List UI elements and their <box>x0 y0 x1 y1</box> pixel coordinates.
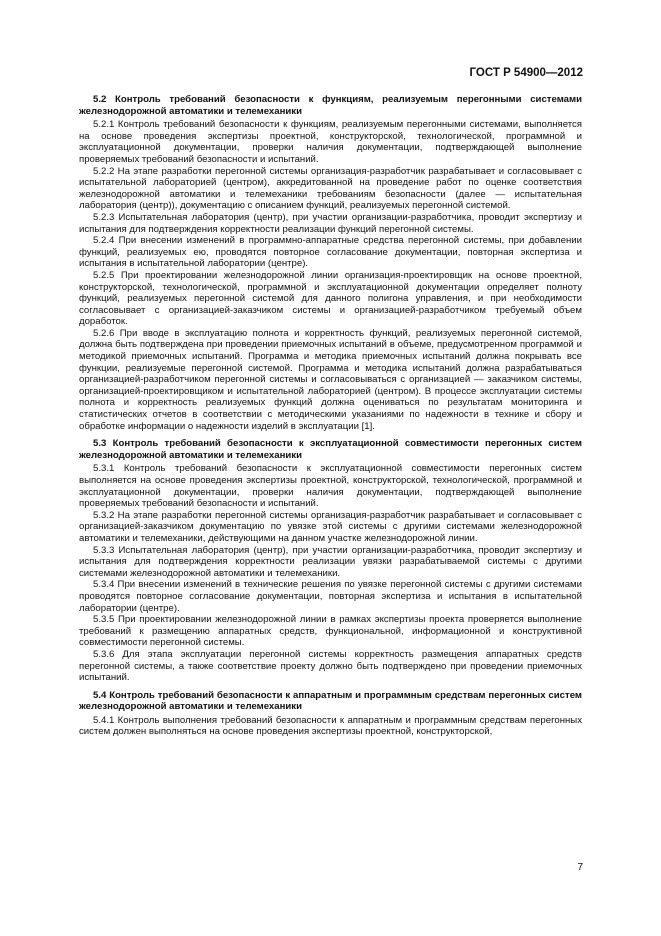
paragraph: 5.2.3 Испытательная лаборатория (центр), при участии организации-разработчика, проводит экспертизу и испытания для подтверждения корректности реализации функций перегонной системы. <box>79 211 582 235</box>
paragraph: 5.3.3 Испытательная лаборатория (центр), при участии организации-разработчика, проводит экспертизу и испытания для подтверждения корректности реализации увязки разрабатываемой системы с другими системами железнодорожной автоматики и телемеханики. <box>79 544 582 579</box>
document-body <box>79 94 582 738</box>
paragraph: 5.3.6 Для этапа эксплуатации перегонной системы корректность размещения аппаратных средств перегонной системы, а также соответствие проекту должно быть подтверждено при проведении приемочных испытаний. <box>79 648 582 684</box>
section-heading: 5.3 Контроль требований безопасности к эксплуатационной совместимости перегонных систем железнодорожной автоматики и телемеханики <box>79 438 582 461</box>
paragraph: 5.2.4 При внесении изменений в программно-аппаратные средства перегонной системы, при добавлении функций, реализуемых ею, проводятся повторное согласование документации, повторная экспертиза и испытания в испытательной лаборатории (центре). <box>79 235 582 270</box>
paragraph: 5.4.1 Контроль выполнения требований безопасности к аппаратным и программным средствам перегонных систем должен выполняться на основе проведения экспертизы проектной, конструкторской, <box>79 714 582 738</box>
document-header: ГОСТ Р 54900—2012 <box>469 67 583 79</box>
paragraph: 5.2.6 При вводе в эксплуатацию полнота и корректность функций, реализуемых перегонной системой, должна быть подтверждена при проведении приемочных испытаний в объеме, предусмотренном программой и методикой приемочных испытаний. Программа и методика приемочных испытаний должна покрывать все функции, реализуемые перегонной системой. Программа и методика испытаний должна разрабатываться организацией-разработчиком перегонной системы и согласовываться с организацией — заказчиком системы, организацией-проектировщиком и испытательной лабораторией (центром). В процессе эксплуатации системы полнота и корректность реализуемых функций должна оцениваться по результатам мониторинга и статистических отчетов в соответствии с методическими указаниями по надежности в технике и сбору и обработке информации о надежности изделий в эксплуатации [1]. <box>79 327 582 432</box>
paragraph: 5.2.5 При проектировании железнодорожной линии организация-проектировщик на основе проектной, конструкторской, технологической, программной и эксплуатационной документации определяет полноту функций, реализуемых перегонной системой для данного полигона управления, и при необходимости согласовывает с организацией-заказчиком системы и организацией-разработчиком требуемый объем доработок. <box>79 269 582 328</box>
paragraph: 5.3.1 Контроль требований безопасности к эксплуатационной совместимости перегонных систем выполняется на основе проведения экспертизы проектной, конструкторской, технологической, программной и эксплуатационной документации, проверки наличия документации, подтверждающей выполнение проверяемых требований безопасности и испытаний. <box>79 463 582 510</box>
paragraph: 5.3.5 При проектировании железнодорожной линии в рамках экспертизы проекта проверяется выполнение требований к размещению аппаратных средств, функциональной, информационной и конструктивной совместимости перегонной системы. <box>79 614 582 649</box>
paragraph: 5.2.2 На этапе разработки перегонной системы организация-разработчик разрабатывает и согласовывает с испытательной лабораторией (центром), аккредитованной на проведение работ по оценке соответствия железнодорожной автоматики и телемеханики требованиям безопасности (далее — испытательная лаборатория (центр)), документацию с описанием функций, реализуемых перегонной системой. <box>79 165 582 212</box>
paragraph: 5.2.1 Контроль требований безопасности к функциям, реализуемым перегонными системами, выполняется на основе проведения экспертизы проектной, конструкторской, технологической, программной и эксплуатационной документации, проверки наличия документации, подтверждающей выполнение проверяемых требований безопасности и испытаний. <box>79 119 582 165</box>
section-heading: 5.4 Контроль требований безопасности к аппаратным и программным средствам перегонных систем железнодорожной автоматики и телемеханики <box>79 689 582 713</box>
page-number: 7 <box>577 862 583 873</box>
paragraph: 5.3.4 При внесении изменений в технические решения по увязке перегонной системы с другими системами проводятся повторное согласование документации, повторная экспертиза и испытания в испытательной лаборатории (центре). <box>79 579 582 614</box>
paragraph: 5.3.2 На этапе разработки перегонной системы организация-разработчик разрабатывает и согласовывает с организацией-заказчиком документацию по увязке этой системы с другими системами железнодорожной автоматики и телемеханики, действующими на данном участке железнодорожной линии. <box>79 509 582 544</box>
section-heading: 5.2 Контроль требований безопасности к функциям, реализуемым перегонными системами железнодорожной автоматики и телемеханики <box>79 94 582 117</box>
